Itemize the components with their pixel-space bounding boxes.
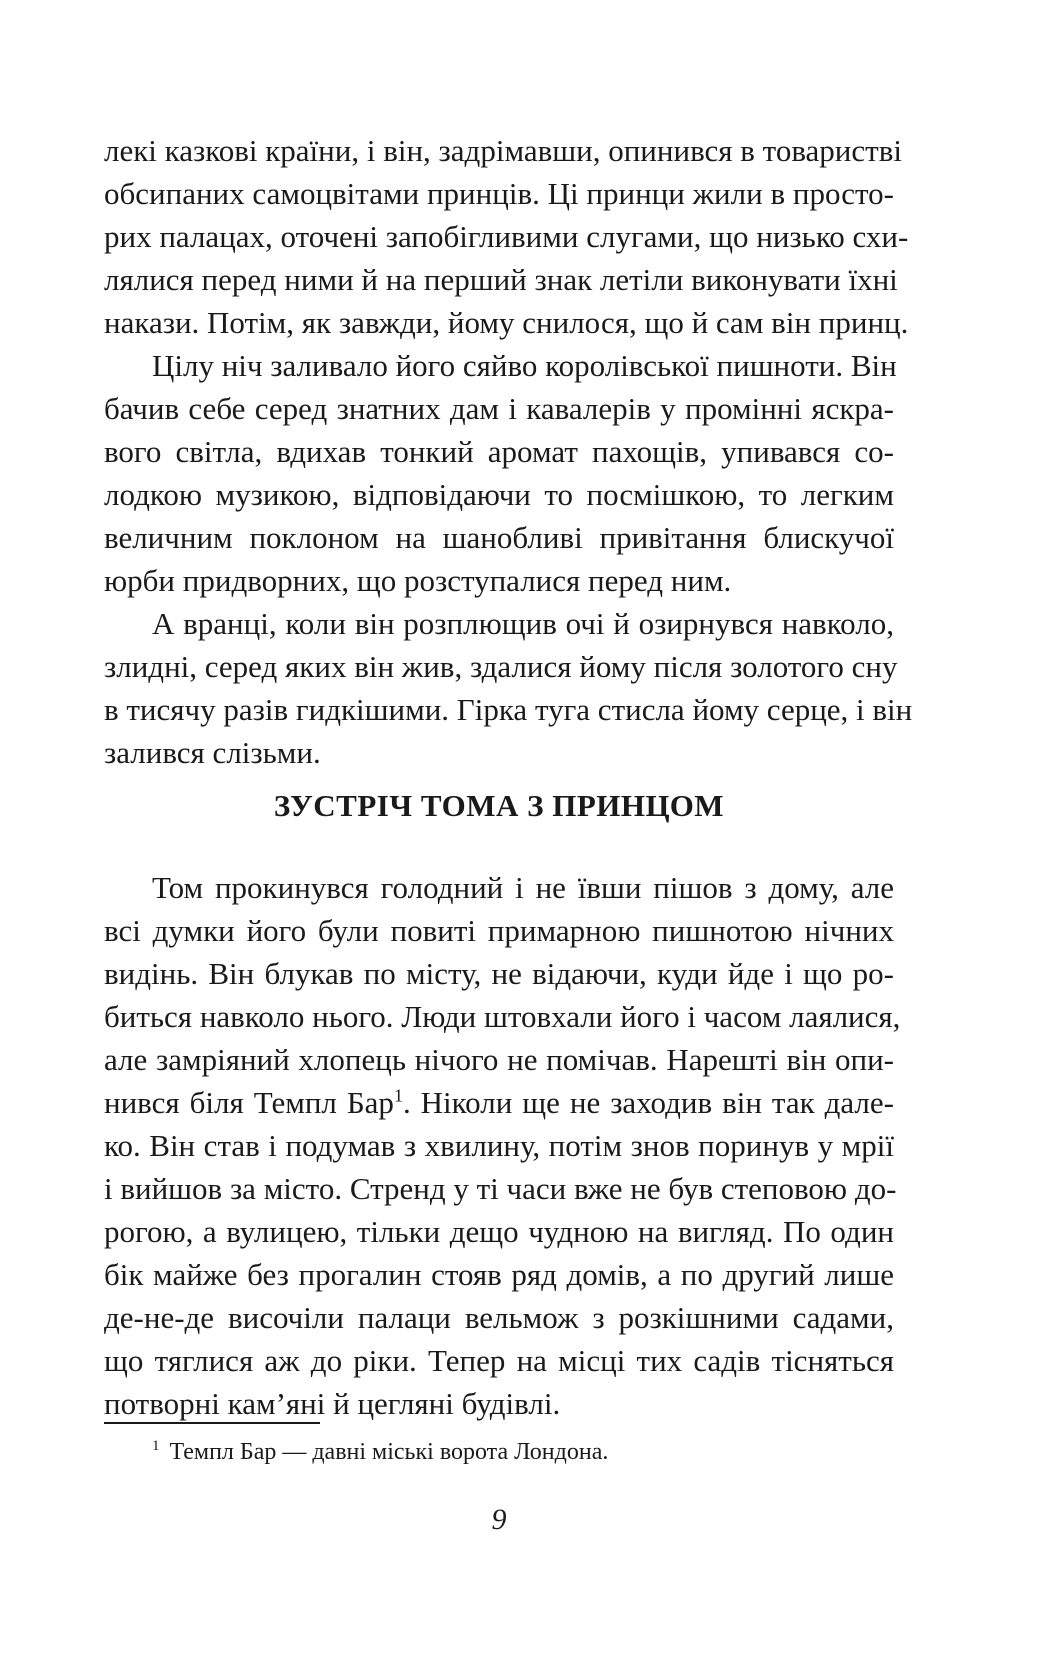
text-line: величним поклоном на шанобливі привітання блискучої [104, 520, 894, 555]
text-line: всі думки його були повиті примарною пишнотою нічних [104, 913, 894, 948]
text-line: юрби придворних, що розступалися перед ним. [104, 563, 732, 598]
text-line: видінь. Він блукав по місту, не відаючи, куди йде і що ро- [104, 956, 894, 991]
text-line: Том прокинувся голодний і не ївши пішов з дому, але [152, 870, 894, 905]
text-segment: нився біля Темпл Бар [104, 1085, 394, 1120]
text-line: обсипаних самоцвітами принців. Ці принци жили в просто- [104, 176, 894, 211]
footnote-separator [104, 1422, 320, 1424]
text-line: вого світла, вдихав тонкий аромат пахощів, упивався со- [104, 434, 894, 469]
text-line: потворні кам’яні й цегляні будівлі. [104, 1386, 561, 1421]
text-line: лодкою музикою, відповідаючи то посмішкою, то легким [104, 477, 894, 512]
book-page [104, 0, 913, 1654]
text-line: ко. Він став і подумав з хвилину, потім знов поринув у мрії [104, 1128, 894, 1163]
text-line: де-не-де височіли палаци вельмож з розкішними садами, [104, 1300, 894, 1335]
text-line: бачив себе серед знатних дам і кавалерів у промінні яскра- [104, 391, 894, 426]
text-line: рих палацах, оточені запобігливими слугами, що низько схи- [104, 219, 909, 254]
text-line: лекі казкові країни, і він, задрімавши, опинився в товаристві [104, 133, 902, 168]
footnote-reference[interactable]: 1 [393, 1085, 403, 1106]
text-line: Цілу ніч заливало його сяйво королівської пишноти. Він [152, 348, 897, 383]
chapter-heading: ЗУСТРІЧ ТОМА З ПРИНЦОМ [273, 788, 725, 823]
text-line: залився слізьми. [104, 735, 321, 770]
text-line: що тяглися аж до ріки. Тепер на місці тих садів тісняться [104, 1343, 894, 1378]
text-line: і вийшов за місто. Стренд у ті часи вже не був степовою до- [104, 1171, 897, 1206]
text-line: бік майже без прогалин стояв ряд домів, а по другий лише [104, 1257, 894, 1292]
text-line-with-footnote [104, 1083, 894, 1123]
footnote-text: Темпл Бар — давні міські ворота Лондона. [169, 1439, 609, 1465]
footnote [152, 1436, 608, 1468]
text-line: рогою, а вулицею, тільки дещо чудною на вигляд. По один [104, 1214, 894, 1249]
page-number: 9 [491, 1503, 507, 1536]
text-line: в тисячу разів гидкішими. Гірка туга стисла йому серце, і він [104, 692, 913, 727]
text-line: А вранці, коли він розплющив очі й озирнувся навколо, [152, 606, 894, 641]
text-segment: . Ніколи ще не заходив він так дале- [402, 1085, 894, 1120]
text-line: накази. Потім, як завжди, йому снилося, що й сам він принц. [104, 305, 909, 340]
text-line: але замріяний хлопець нічого не помічав. Нарешті він опи- [104, 1042, 894, 1077]
text-line: лялися перед ними й на перший знак летіли виконувати їхні [104, 262, 898, 297]
text-line: злидні, серед яких він жив, здалися йому після золотого сну [104, 649, 898, 684]
text-line: биться навколо нього. Люди штовхали його і часом лаялися, [104, 999, 901, 1034]
footnote-mark: 1 [152, 1438, 160, 1454]
